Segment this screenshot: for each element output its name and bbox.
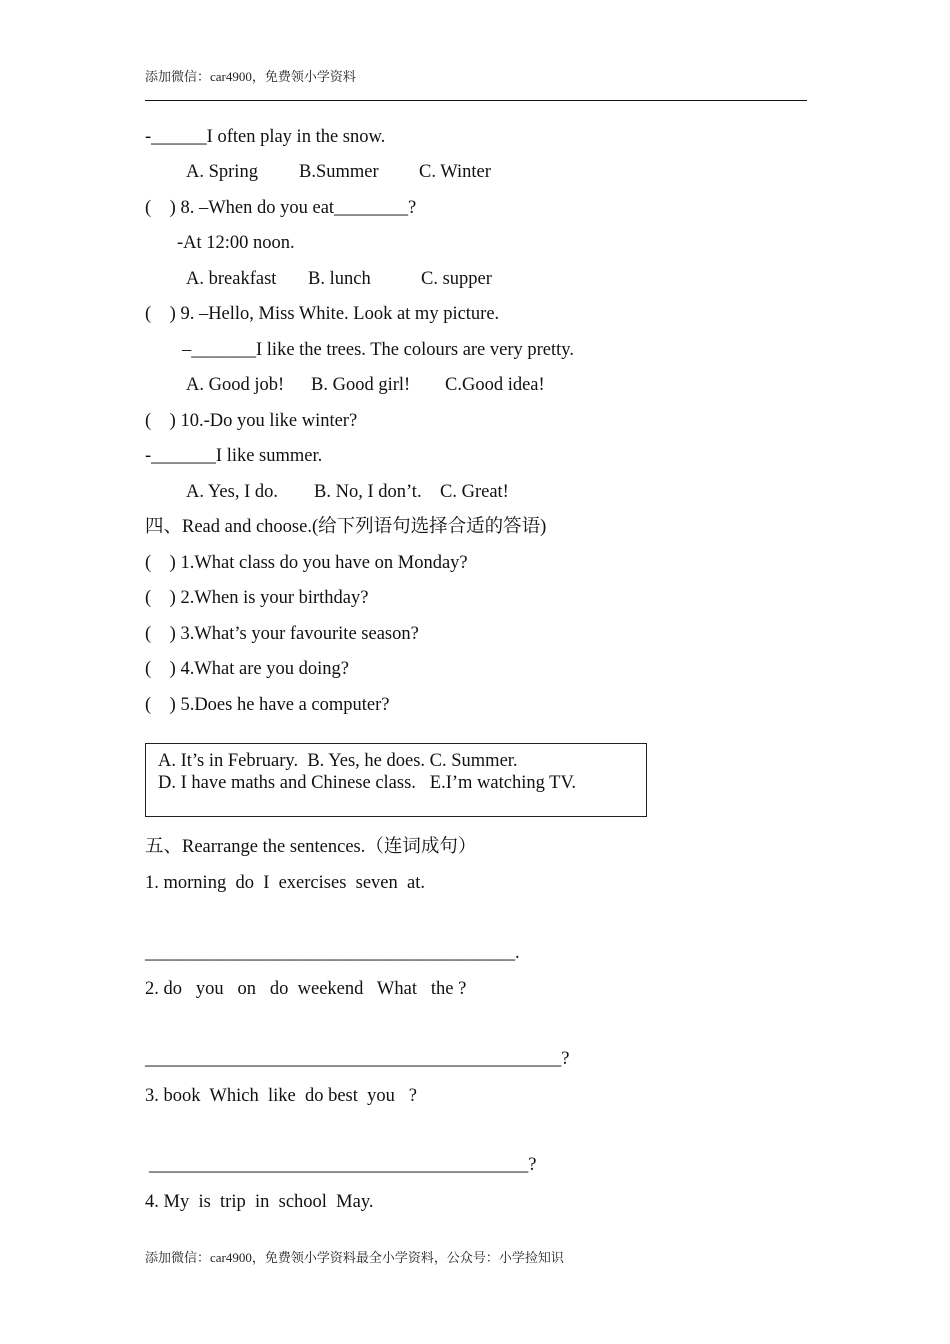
q8-option-b: B. lunch (308, 269, 371, 289)
section4-item-2: ( ) 2.When is your birthday? (145, 588, 369, 608)
q9-reply: –_______I like the trees. The colours are very pretty. (182, 340, 574, 360)
q9-option-b: B. Good girl! (311, 375, 411, 395)
q10-option-a: A. Yes, I do. (186, 482, 279, 502)
section4-item-5: ( ) 5.Does he have a computer? (145, 695, 390, 715)
answer-blank-1: ________________________________________. (145, 943, 520, 963)
q7-option-c: C. Winter (419, 162, 491, 182)
q10-option-b: B. No, I don’t. (314, 482, 422, 502)
header-divider (145, 100, 807, 101)
q7-option-a: A. Spring (186, 162, 258, 182)
section4-item-3: ( ) 3.What’s your favourite season? (145, 624, 419, 644)
answer-box-line-2: D. I have maths and Chinese class. E.I’m watching TV. (158, 773, 577, 793)
section4-title: 四、Read and choose.(给下列语句选择合适的答语) (145, 517, 547, 537)
section5-title: 五、Rearrange the sentences.（连词成句） (145, 837, 477, 857)
q10-option-c: C. Great! (440, 482, 509, 502)
rearrange-q4: 4. My is trip in school May. (145, 1192, 374, 1212)
q8-option-a: A. breakfast (186, 269, 277, 289)
q7-reply: -______I often play in the snow. (145, 127, 386, 147)
q10-question: ( ) 10.-Do you like winter? (145, 411, 358, 431)
page-header: 添加微信：car4900，免费领小学资料 (145, 69, 356, 84)
page-footer: 添加微信：car4900，免费领小学资料最全小学资料，公众号：小学捡知识 (145, 1250, 564, 1265)
rearrange-q3: 3. book Which like do best you ? (145, 1086, 417, 1106)
answer-box (145, 743, 647, 817)
q8-question: ( ) 8. –When do you eat________? (145, 198, 417, 218)
q8-option-c: C. supper (421, 269, 492, 289)
answer-blank-2: _____________________________________________? (145, 1049, 570, 1069)
rearrange-q1: 1. morning do I exercises seven at. (145, 873, 425, 893)
section4-item-1: ( ) 1.What class do you have on Monday? (145, 553, 468, 573)
q9-option-c: C.Good idea! (445, 375, 545, 395)
answer-box-line-1: A. It’s in February. B. Yes, he does. C. Summer. (158, 751, 518, 771)
q10-reply: -_______I like summer. (145, 446, 323, 466)
q9-option-a: A. Good job! (186, 375, 285, 395)
q7-option-b: B.Summer (299, 162, 379, 182)
rearrange-q2: 2. do you on do weekend What the ? (145, 979, 467, 999)
q8-reply: -At 12:00 noon. (177, 233, 295, 253)
q9-question: ( ) 9. –Hello, Miss White. Look at my picture. (145, 304, 500, 324)
section4-item-4: ( ) 4.What are you doing? (145, 659, 349, 679)
answer-blank-3: _________________________________________? (149, 1155, 537, 1175)
